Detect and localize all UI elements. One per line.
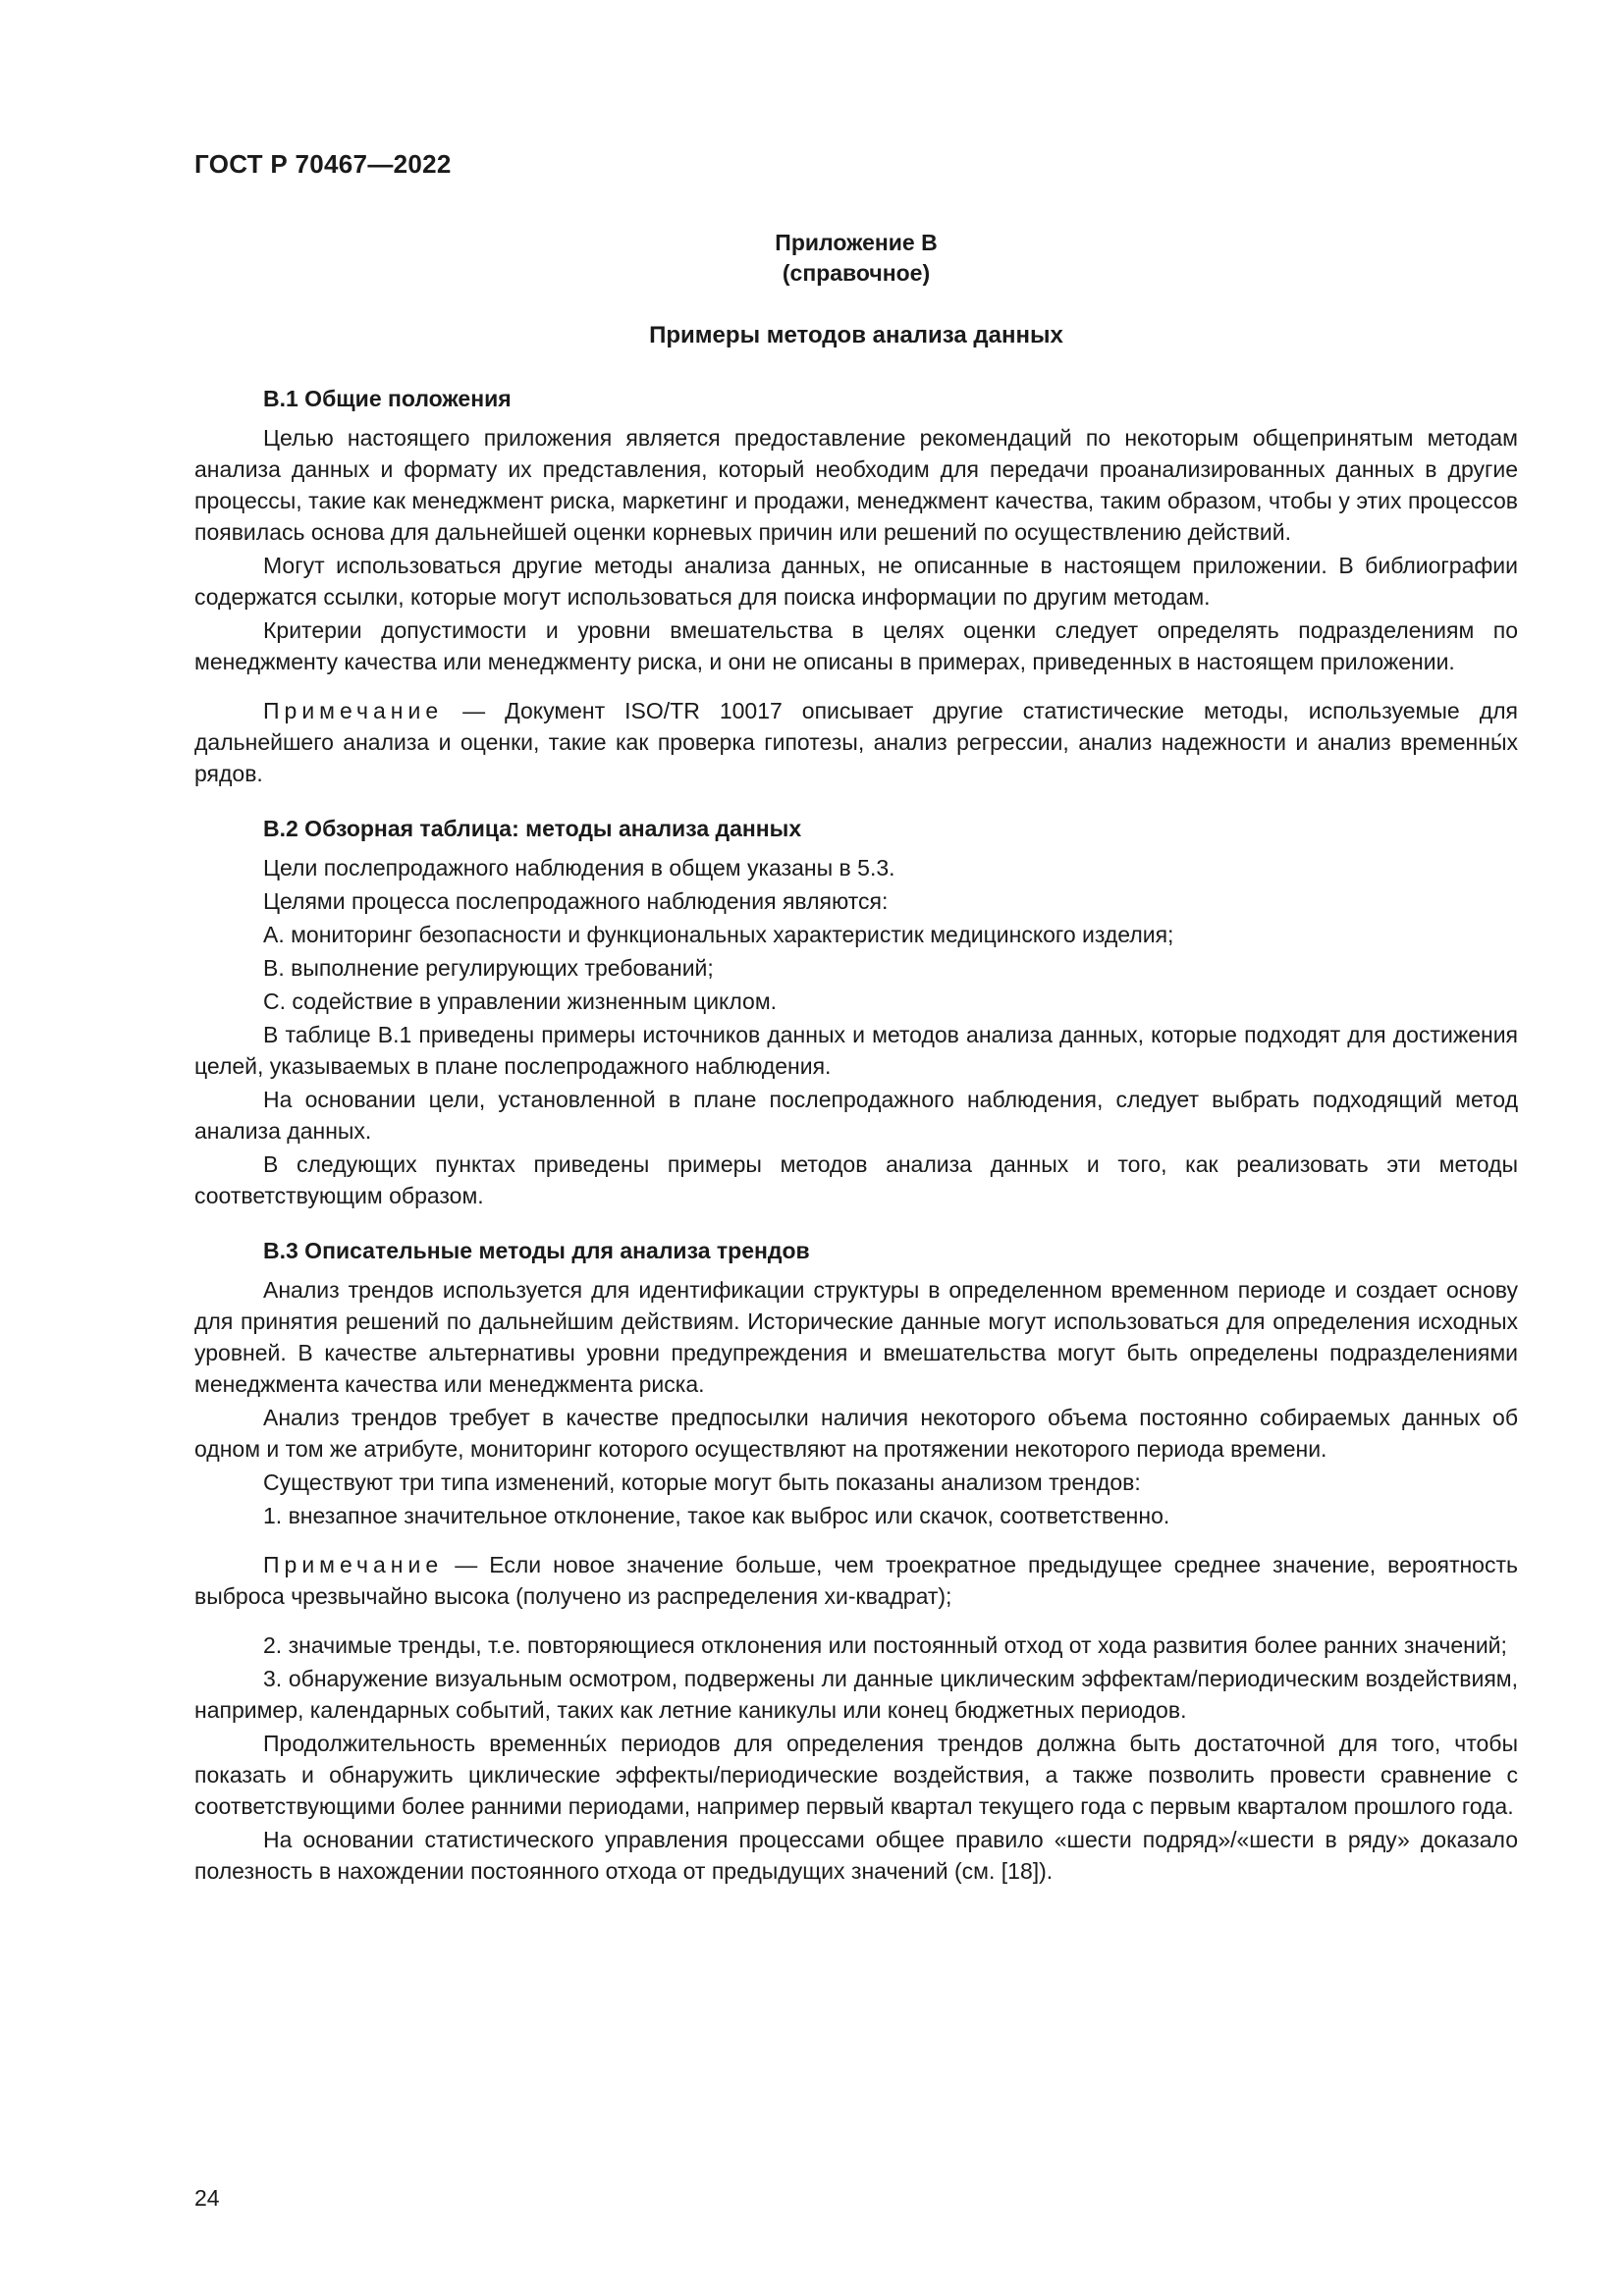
list-item: C. содействие в управлении жизненным циклом.: [263, 988, 778, 1014]
section-b2-heading: В.2 Обзорная таблица: методы анализа данных: [263, 816, 802, 841]
section-b2-paragraph: На основании цели, установленной в плане послепродажного наблюдения, следует выбрать подходящий метод анализа данных.: [194, 1087, 1518, 1144]
section-b3-paragraph: Анализ трендов требует в качестве предпосылки наличия некоторого объема постоянно собираемых данных об одном и том же атрибуте, мониторинг которого осуществляют на протяжении некоторого периода времени.: [194, 1405, 1518, 1462]
appendix-title: [194, 228, 1518, 289]
section-b3-paragraph: Анализ трендов используется для идентификации структуры в определенном временном периоде и создает основу для принятия решений по дальнейшим действиям. Исторические данные могут использоваться для определения исходных уровней. В качестве альтернативы уровни предупреждения и вмешательства могут быть определены подразделениями менеджмента качества или менеджмента риска.: [194, 1277, 1518, 1397]
note-label: Примечание: [263, 698, 444, 723]
list-item: 3. обнаружение визуальным осмотром, подвержены ли данные циклическим эффектам/периодическим воздействиям, например, календарных событий, таких как летние каникулы или конец бюджетных периодов.: [194, 1666, 1518, 1723]
section-b2-paragraph: Цели послепродажного наблюдения в общем указаны в 5.3.: [263, 855, 895, 881]
note-text: — Если новое значение больше, чем троекратное предыдущее среднее значение, вероятность выброса чрезвычайно высока (получено из распределения хи-квадрат);: [194, 1552, 1518, 1609]
section-b2-paragraph: Целями процесса послепродажного наблюдения являются:: [263, 888, 889, 914]
section-b1-paragraph: Критерии допустимости и уровни вмешательства в целях оценки следует определять подразделениям по менеджменту качества или менеджменту риска, и они не описаны в примерах, приведенных в настоящем приложении.: [194, 617, 1518, 674]
list-item: 2. значимые тренды, т.е. повторяющиеся отклонения или постоянный отход от хода развития более ранних значений;: [263, 1632, 1507, 1658]
appendix-type: (справочное): [782, 260, 931, 286]
appendix-label: Приложение В: [775, 230, 938, 255]
section-b3-paragraph: Существуют три типа изменений, которые могут быть показаны анализом трендов:: [263, 1469, 1141, 1495]
section-b3-paragraph: На основании статистического управления процессами общее правило «шести подряд»/«шести в ряду» доказало полезность в нахождении постоянного отхода от предыдущих значений (см. [18]).: [194, 1827, 1518, 1884]
section-b1-paragraph: Целью настоящего приложения является предоставление рекомендаций по некоторым общепринятым методам анализа данных и формату их представления, который необходим для передачи проанализированных данных в другие процессы, такие как менеджмент риска, маркетинг и продажи, менеджмент качества, таким образом, чтобы у этих процессов появилась основа для дальнейшей оценки корневых причин или решений по осуществлению действий.: [194, 425, 1518, 545]
note-text: — Документ ISO/TR 10017 описывает другие статистические методы, используемые для дальнейшего анализа и оценки, такие как проверка гипотезы, анализ регрессии, анализ надежности и анализ временны́х рядов.: [194, 698, 1518, 786]
section-b1-paragraph: Могут использоваться другие методы анализа данных, не описанные в настоящем приложении. В библиографии содержатся ссылки, которые могут использоваться для поиска информации по другим методам.: [194, 553, 1518, 610]
document-page: [194, 0, 1518, 2296]
document-body: [194, 383, 1518, 1889]
section-b1-note: [194, 695, 1518, 789]
section-b3-paragraph: Продолжительность временны́х периодов для определения трендов должна быть достаточной для того, чтобы показать и обнаружить циклические эффекты/периодические воздействия, а также позволить провести сравнение с соответствующими более ранними периодами, например первый квартал текущего года с первым кварталом прошлого года.: [194, 1731, 1518, 1819]
list-item: B. выполнение регулирующих требований;: [263, 955, 714, 981]
page-number: 24: [194, 2185, 220, 2211]
document-header: ГОСТ Р 70467—2022: [194, 149, 452, 179]
section-b2-paragraph: В следующих пунктах приведены примеры методов анализа данных и того, как реализовать эти методы соответствующим образом.: [194, 1151, 1518, 1208]
list-item: A. мониторинг безопасности и функциональных характеристик медицинского изделия;: [263, 922, 1174, 947]
section-b3-heading: В.3 Описательные методы для анализа трендов: [263, 1238, 810, 1263]
section-b3-note: [194, 1549, 1518, 1612]
section-b1-heading: В.1 Общие положения: [263, 386, 512, 411]
section-b2-paragraph: В таблице В.1 приведены примеры источников данных и методов анализа данных, которые подходят для достижения целей, указываемых в плане послепродажного наблюдения.: [194, 1022, 1518, 1079]
list-item: 1. внезапное значительное отклонение, такое как выброс или скачок, соответственно.: [263, 1503, 1170, 1528]
note-label: Примечание: [263, 1552, 444, 1577]
page-title: Примеры методов анализа данных: [649, 322, 1063, 348]
